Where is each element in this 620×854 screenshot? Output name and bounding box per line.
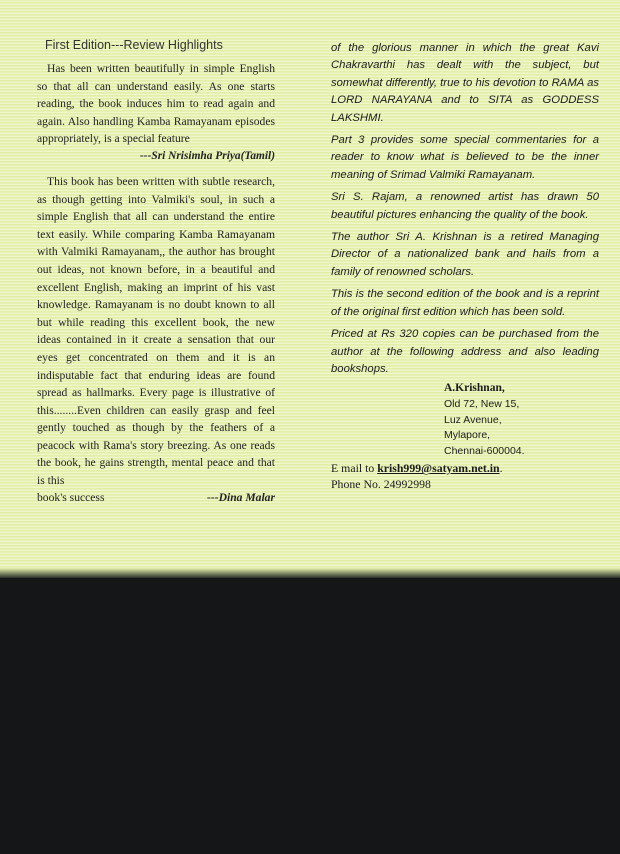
scan-background: [0, 578, 620, 854]
address-line-1: Old 72, New 15,: [444, 397, 520, 410]
author-name: A.Krishnan,: [444, 382, 505, 395]
email-link[interactable]: krish999@satyam.net.in: [377, 461, 500, 476]
address-line-2: Luz Avenue,: [444, 413, 502, 426]
description-paragraph-3: Sri S. Rajam, a renowned artist has drawn 50 beautiful pictures enhancing the quality of the book.: [331, 191, 599, 221]
reviews-column: [37, 38, 275, 506]
author-address: [444, 381, 599, 459]
address-line-4: Chennai-600004.: [444, 444, 525, 457]
review-nrisimha-priya: Has been written beautifully in simple English so that all can understand easily. As one starts reading, the book induces him to read again and again. Also handling Kamba Ramayanam episodes appropriately, is a special feature: [37, 62, 275, 146]
description-column: [331, 40, 599, 492]
price-paragraph: Priced at Rs 320 copies can be purchased from the author at the following address and also leading bookshops.: [331, 328, 599, 375]
review-dina-malar-last-line: [37, 490, 275, 506]
review-dina-malar: This book has been written with subtle research, as though getting into Valmiki's soul, in such a simple English that all can understand the entire text easily. While comparing Kamba Ramayanam with Valmiki Ramayanam,, the author has brought out ideas, not known before, in a beautiful and excellent English, making an imprint of his vast knowledge. Ramayanam is no doubt known to all but while reading this excellent book, the new ideas contained in it create a sensation that our eyes get concentrated on them and it is an indisputable fact that enduring ideas are found spread as hallmarks. Every page is illustrative of this........Even children can easily grasp and feel gently touched as though by the feathers of a peacock with Rama's story breezing. As one reads the book, he gains strength, mental peace and that is this: [37, 174, 275, 488]
phone-line: Phone No. 24992998: [331, 476, 431, 491]
email-suffix: .: [499, 461, 503, 476]
description-paragraph-2: Part 3 provides some special commentaries for a reader to know what is believed to be the inner meaning of Srimad Valmiki Ramayanam.: [331, 134, 599, 181]
email-line: [331, 461, 599, 477]
description-paragraph-5: This is the second edition of the book and is a reprint of the original first edition which has been sold.: [331, 288, 599, 318]
description-paragraph-4: The author Sri A. Krishnan is a retired Managing Director of a nationalized bank and hails from a family of renowned scholars.: [331, 231, 599, 278]
cover-edge: [0, 568, 620, 578]
email-label: E mail to: [331, 461, 378, 476]
review-source-nrisimha-priya: ---Sri Nrisimha Priya(Tamil): [139, 149, 275, 162]
review-source-dina-malar: ---Dina Malar: [207, 490, 275, 504]
address-line-3: Mylapore,: [444, 429, 491, 442]
description-paragraph-1: of the glorious manner in which the great Kavi Chakravarthi has dealt with the subject, but somewhat differently, true to his devotion to RAMA as LORD NARAYANA and to SITA as GODDESS LAKSHMI.: [331, 42, 599, 124]
reviews-heading: First Edition---Review Highlights: [45, 38, 223, 52]
review-dina-malar-tail: book's success: [37, 490, 105, 504]
